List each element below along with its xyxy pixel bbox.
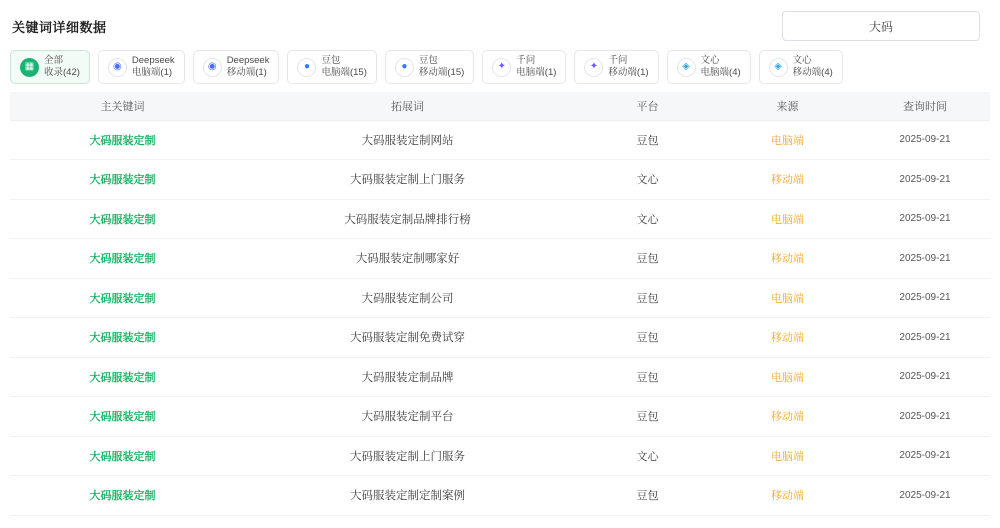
- expansion-cell: 大码服装定制上门服务: [235, 160, 580, 200]
- table-row[interactable]: [10, 160, 990, 200]
- source-cell[interactable]: 移动端: [715, 476, 860, 516]
- wenxin-icon: ◈: [769, 58, 788, 77]
- filter-chip-count: 电脑端(15): [321, 67, 367, 78]
- platform-cell: 豆包: [580, 476, 715, 516]
- filter-chip-label: [227, 55, 270, 79]
- filter-chip-title: 豆包: [321, 55, 341, 67]
- keyword-cell[interactable]: 大码服装定制: [10, 120, 235, 160]
- table-row[interactable]: [10, 239, 990, 279]
- table-row[interactable]: [10, 476, 990, 516]
- table-row[interactable]: [10, 357, 990, 397]
- source-cell[interactable]: 移动端: [715, 318, 860, 358]
- source-cell[interactable]: 电脑端: [715, 120, 860, 160]
- time-cell: 2025-09-21: [860, 239, 990, 279]
- table-row[interactable]: [10, 436, 990, 476]
- expansion-cell: 大码服装定制网站: [235, 120, 580, 160]
- qianwen-icon: ✦: [492, 58, 511, 77]
- keyword-cell[interactable]: 大码服装定制: [10, 397, 235, 437]
- deepseek-icon: ◉: [203, 58, 222, 77]
- time-cell: 2025-09-21: [860, 318, 990, 358]
- expansion-cell: 大码服装定制哪家好: [235, 239, 580, 279]
- filter-chip-count: 收录(42): [44, 67, 80, 78]
- expansion-cell: 大码服装定制定制案例: [235, 476, 580, 516]
- platform-cell: 豆包: [580, 278, 715, 318]
- keyword-cell[interactable]: 大码服装定制: [10, 357, 235, 397]
- filter-chip-label: [516, 55, 556, 79]
- page-title: 关键词详细数据: [12, 19, 107, 35]
- platform-cell: 文心: [580, 160, 715, 200]
- filter-chip-title: Deepseek: [131, 55, 175, 67]
- table-body: [10, 120, 990, 515]
- filter-chip-2[interactable]: [193, 50, 280, 84]
- source-cell[interactable]: 电脑端: [715, 436, 860, 476]
- table-row[interactable]: [10, 278, 990, 318]
- column-header-2: 平台: [580, 92, 715, 120]
- filter-chip-title: 文心: [700, 55, 720, 67]
- time-cell: 2025-09-21: [860, 278, 990, 318]
- filter-chip-8[interactable]: [759, 50, 843, 84]
- platform-cell: 豆包: [580, 357, 715, 397]
- filter-chip-label: [321, 55, 366, 79]
- filter-chip-count: 移动端(4): [792, 67, 833, 78]
- filter-chip-label: [132, 55, 175, 79]
- deepseek-icon: ◉: [108, 58, 127, 77]
- filter-chip-title: 千问: [516, 55, 536, 67]
- keyword-cell[interactable]: 大码服装定制: [10, 160, 235, 200]
- filter-chip-title: 文心: [792, 55, 812, 67]
- filter-chip-count: 移动端(1): [608, 67, 649, 78]
- platform-cell: 豆包: [580, 318, 715, 358]
- filter-chip-count: 移动端(1): [226, 67, 267, 78]
- keyword-table: [10, 92, 990, 516]
- platform-filter-bar: [0, 46, 1000, 92]
- source-cell[interactable]: 移动端: [715, 160, 860, 200]
- source-cell[interactable]: 电脑端: [715, 357, 860, 397]
- time-cell: 2025-09-21: [860, 476, 990, 516]
- time-cell: 2025-09-21: [860, 436, 990, 476]
- time-cell: 2025-09-21: [860, 357, 990, 397]
- filter-chip-count: 移动端(15): [418, 67, 465, 78]
- filter-chip-0[interactable]: [10, 50, 90, 84]
- source-cell[interactable]: 电脑端: [715, 278, 860, 318]
- table-header: [10, 92, 990, 120]
- column-header-4: 查询时间: [860, 92, 990, 120]
- expansion-cell: 大码服装定制品牌排行榜: [235, 199, 580, 239]
- expansion-cell: 大码服装定制公司: [235, 278, 580, 318]
- doubao-icon: ●: [297, 58, 316, 77]
- table-row[interactable]: [10, 120, 990, 160]
- keyword-cell[interactable]: 大码服装定制: [10, 239, 235, 279]
- doubao-icon: ●: [395, 58, 414, 77]
- filter-chip-count: 电脑端(1): [131, 67, 173, 78]
- filter-chip-label: [701, 55, 741, 79]
- filter-chip-label: [793, 55, 833, 79]
- column-header-0: 主关键词: [10, 92, 235, 120]
- time-cell: 2025-09-21: [860, 160, 990, 200]
- expansion-cell: 大码服装定制免费试穿: [235, 318, 580, 358]
- filter-chip-count: 电脑端(1): [516, 67, 557, 78]
- platform-cell: 豆包: [580, 239, 715, 279]
- filter-chip-label: [419, 55, 464, 79]
- table-header-row: [10, 92, 990, 120]
- keyword-cell[interactable]: 大码服装定制: [10, 318, 235, 358]
- platform-cell: 文心: [580, 436, 715, 476]
- expansion-cell: 大码服装定制品牌: [235, 357, 580, 397]
- filter-chip-title: 豆包: [418, 55, 438, 67]
- platform-cell: 豆包: [580, 397, 715, 437]
- wenxin-icon: ◈: [677, 58, 696, 77]
- time-cell: 2025-09-21: [860, 120, 990, 160]
- filter-chip-4[interactable]: [385, 50, 474, 84]
- column-header-3: 来源: [715, 92, 860, 120]
- table-row[interactable]: [10, 199, 990, 239]
- filter-chip-6[interactable]: [574, 50, 658, 84]
- source-cell[interactable]: 移动端: [715, 239, 860, 279]
- column-header-1: 拓展词: [235, 92, 580, 120]
- platform-cell: 文心: [580, 199, 715, 239]
- source-cell[interactable]: 移动端: [715, 397, 860, 437]
- time-cell: 2025-09-21: [860, 397, 990, 437]
- filter-chip-5[interactable]: [482, 50, 566, 84]
- filter-chip-title: 千问: [608, 55, 628, 67]
- keyword-table-wrap: [0, 92, 1000, 516]
- filter-chip-7[interactable]: [667, 50, 751, 84]
- filter-chip-3[interactable]: [287, 50, 376, 84]
- grid-icon: ▦: [20, 58, 39, 77]
- platform-cell: 豆包: [580, 120, 715, 160]
- filter-chip-count: 电脑端(4): [700, 67, 741, 78]
- expansion-cell: 大码服装定制平台: [235, 397, 580, 437]
- qianwen-icon: ✦: [584, 58, 603, 77]
- source-cell[interactable]: 电脑端: [715, 199, 860, 239]
- keyword-cell[interactable]: 大码服装定制: [10, 436, 235, 476]
- keyword-cell[interactable]: 大码服装定制: [10, 476, 235, 516]
- table-row[interactable]: [10, 397, 990, 437]
- filter-chip-title: 全部: [44, 55, 64, 67]
- filter-chip-label: [44, 55, 80, 79]
- keyword-cell[interactable]: 大码服装定制: [10, 278, 235, 318]
- filter-chip-1[interactable]: [98, 50, 185, 84]
- time-cell: 2025-09-21: [860, 199, 990, 239]
- filter-chip-label: [608, 55, 648, 79]
- expansion-cell: 大码服装定制上门服务: [235, 436, 580, 476]
- search-input[interactable]: 大码: [782, 11, 980, 41]
- page-header: [0, 0, 1000, 46]
- table-row[interactable]: [10, 318, 990, 358]
- filter-chip-title: Deepseek: [226, 55, 270, 67]
- keyword-cell[interactable]: 大码服装定制: [10, 199, 235, 239]
